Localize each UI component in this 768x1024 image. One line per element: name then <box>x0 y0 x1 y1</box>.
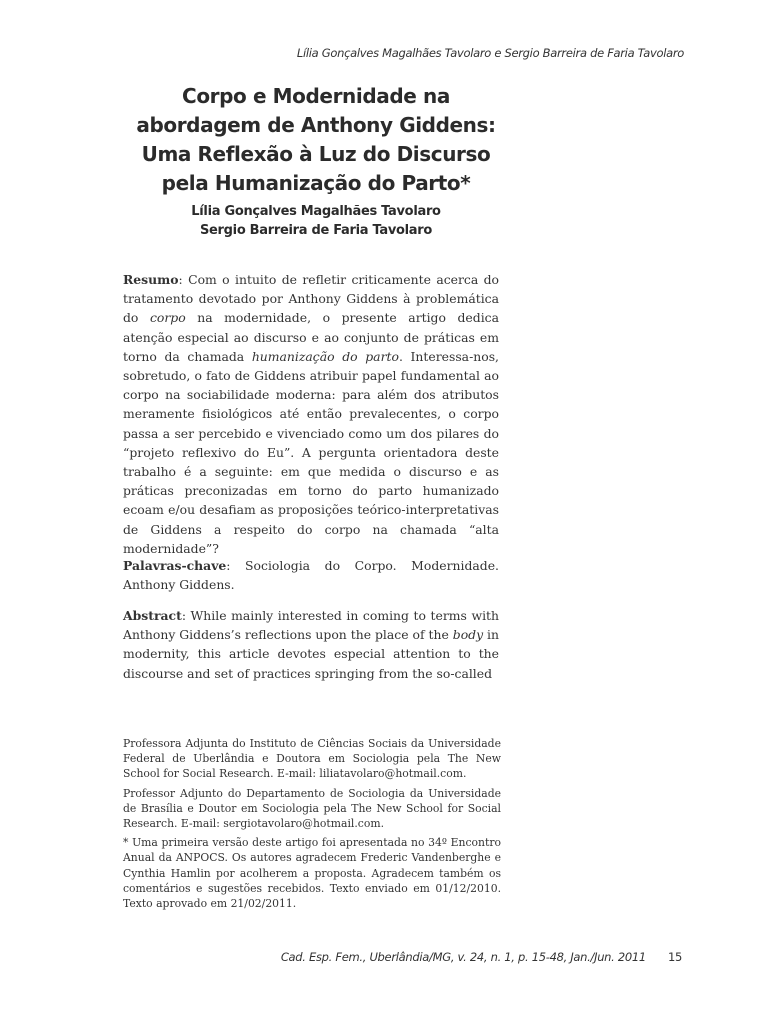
resumo-text-2: na modernidade, o presente artigo dedica atenção especial ao discurso e ao conjunto de práticas em torno da chamada <box>123 310 499 364</box>
article-title: Corpo e Modernidade na abordagem de Anthony Giddens: Uma Reflexão à Luz do Discurso pela Humanização do Parto* <box>136 84 496 195</box>
page-footer <box>281 950 682 964</box>
footnote-asterisk: * Uma primeira versão deste artigo foi apresentada no 34º Encontro Anual da ANPOCS. Os autores agradecem Frederic Vandenberghe e Cynthia Hamlin por acolherem a proposta. Agradecem também os comentários e sugestões recebidos. Texto enviado em 01/12/2010. Texto aprovado em 21/02/2011. <box>123 836 501 911</box>
footnotes <box>123 736 501 915</box>
abstract-text-2: in modernity, this article devotes especial attention to the discourse and set of practices springing from the so-called <box>123 627 499 681</box>
resumo-text-1: : Com o intuito de refletir criticamente acerca do tratamento devotado por Anthony Giddens à problemática do <box>123 272 499 326</box>
resumo-emphasis-corpo: corpo <box>149 310 186 326</box>
abstract-paragraph <box>123 606 499 683</box>
resumo-emphasis-humanizacao: humanização do parto <box>251 348 399 364</box>
resumo-label: Resumo <box>123 272 179 287</box>
author-block <box>188 202 444 240</box>
author-name-1: Lília Gonçalves Magalhães Tavolaro <box>191 204 441 219</box>
journal-citation: Cad. Esp. Fem., Uberlândia/MG, v. 24, n. 1, p. 15-48, Jan./Jun. 2011 <box>280 950 646 964</box>
abstract-emphasis-body: body <box>452 627 484 643</box>
keywords-paragraph <box>123 556 499 594</box>
running-head: Lília Gonçalves Magalhães Tavolaro e Sergio Barreira de Faria Tavolaro <box>296 46 684 60</box>
resumo-text-3: . Interessa-nos, sobretudo, o fato de Giddens atribuir papel fundamental ao corpo na sociabilidade moderna: para além dos atributos meramente fisiológicos até então prevalecentes, o corpo passa a ser percebido e vivenciado como um dos pilares do “projeto reflexivo do Eu”. A pergunta orientadora deste trabalho é a seguinte: em que medida o discurso e as práticas preconizadas em torno do parto humanizado ecoam e/ou desafiam as proposições teórico-interpretativas de Giddens a respeito do corpo na chamada “alta modernidade”? <box>123 348 499 556</box>
keywords-label: Palavras-chave <box>123 558 227 573</box>
author-name-2: Sergio Barreira de Faria Tavolaro <box>199 223 433 238</box>
footnote-author-1: Professora Adjunta do Instituto de Ciências Sociais da Universidade Federal de Uberlândia e Doutora em Sociologia pela The New School for Social Research. E-mail: liliatavolaro@hotmail.com. <box>123 737 501 781</box>
keywords-text: : Sociologia do Corpo. Modernidade. Anthony Giddens. <box>123 558 499 593</box>
abstract-text-1: : While mainly interested in coming to terms with Anthony Giddens’s reflections upon the place of the <box>123 608 499 643</box>
footnote-author-2: Professor Adjunto do Departamento de Sociologia da Universidade de Brasília e Doutor em Sociologia pela The New School for Social Research. E-mail: sergiotavolaro@hotmail.com. <box>123 786 501 831</box>
resumo-paragraph <box>123 270 499 558</box>
page-number: 15 <box>667 950 682 964</box>
abstract-label: Abstract <box>123 608 182 623</box>
